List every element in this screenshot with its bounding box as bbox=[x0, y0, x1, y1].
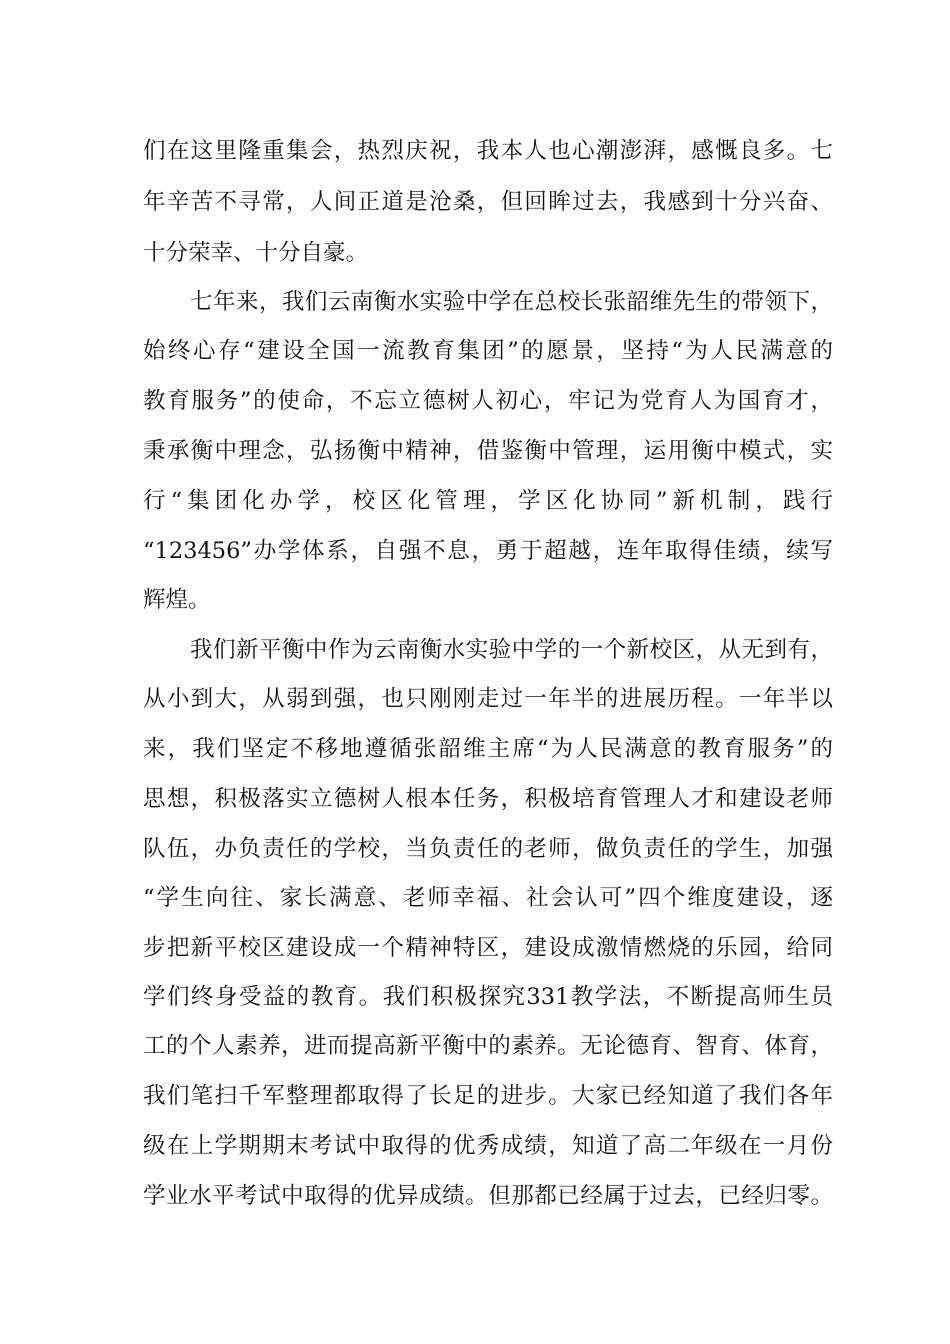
text-line-18: 学们终身受益的教育。我们积极探究331教学法，不断提高师生员 bbox=[143, 984, 833, 1010]
text-line-2: 年辛苦不寻常，人间正道是沧桑，但回眸过去，我感到十分兴奋、 bbox=[143, 189, 833, 215]
text-line-12: 从小到大，从弱到强，也只刚刚走过一年半的进展历程。一年半以 bbox=[143, 686, 833, 712]
text-line-5: 始终心存“建设全国一流教育集团”的愿景，坚持“为人民满意的 bbox=[143, 338, 833, 364]
text-line-7: 秉承衡中理念，弘扬衡中精神，借鉴衡中管理，运用衡中模式，实 bbox=[143, 438, 833, 464]
text-line-1: 们在这里隆重集会，热烈庆祝，我本人也心潮澎湃，感慨良多。七 bbox=[143, 138, 833, 164]
text-line-3: 十分荣幸、十分自豪。 bbox=[143, 240, 369, 266]
text-line-16: “学生向往、家长满意、老师幸福、社会认可”四个维度建设，逐 bbox=[143, 885, 833, 911]
text-line-22: 学业水平考试中取得的优异成绩。但那都已经属于过去，已经归零。 bbox=[143, 1183, 833, 1209]
text-line-21: 级在上学期期末考试中取得的优秀成绩，知道了高二年级在一月份 bbox=[143, 1133, 833, 1159]
text-line-9: “123456”办学体系，自强不息，勇于超越，连年取得佳绩，续写 bbox=[143, 538, 833, 564]
text-line-19: 工的个人素养，进而提高新平衡中的素养。无论德育、智育、体育， bbox=[143, 1033, 833, 1059]
text-line-6: 教育服务”的使命，不忘立德树人初心，牢记为党育人为国育才， bbox=[143, 388, 833, 414]
text-line-8: 行“集团化办学，校区化管理，学区化协同”新机制，践行 bbox=[143, 488, 833, 514]
text-line-15: 队伍，办负责任的学校，当负责任的老师，做负责任的学生，加强 bbox=[143, 836, 833, 862]
text-line-11: 我们新平衡中作为云南衡水实验中学的一个新校区，从无到有， bbox=[190, 637, 833, 663]
text-line-13: 来，我们坚定不移地遵循张韶维主席“为人民满意的教育服务”的 bbox=[143, 736, 833, 762]
text-line-4: 七年来，我们云南衡水实验中学在总校长张韶维先生的带领下， bbox=[190, 289, 833, 315]
text-line-10: 辉煌。 bbox=[143, 587, 211, 613]
text-line-14: 思想，积极落实立德树人根本任务，积极培育管理人才和建设老师 bbox=[143, 786, 833, 812]
text-line-20: 我们笔扫千军整理都取得了长足的进步。大家已经知道了我们各年 bbox=[143, 1083, 833, 1109]
text-line-17: 步把新平校区建设成一个精神特区，建设成激情燃烧的乐园，给同 bbox=[143, 935, 833, 961]
